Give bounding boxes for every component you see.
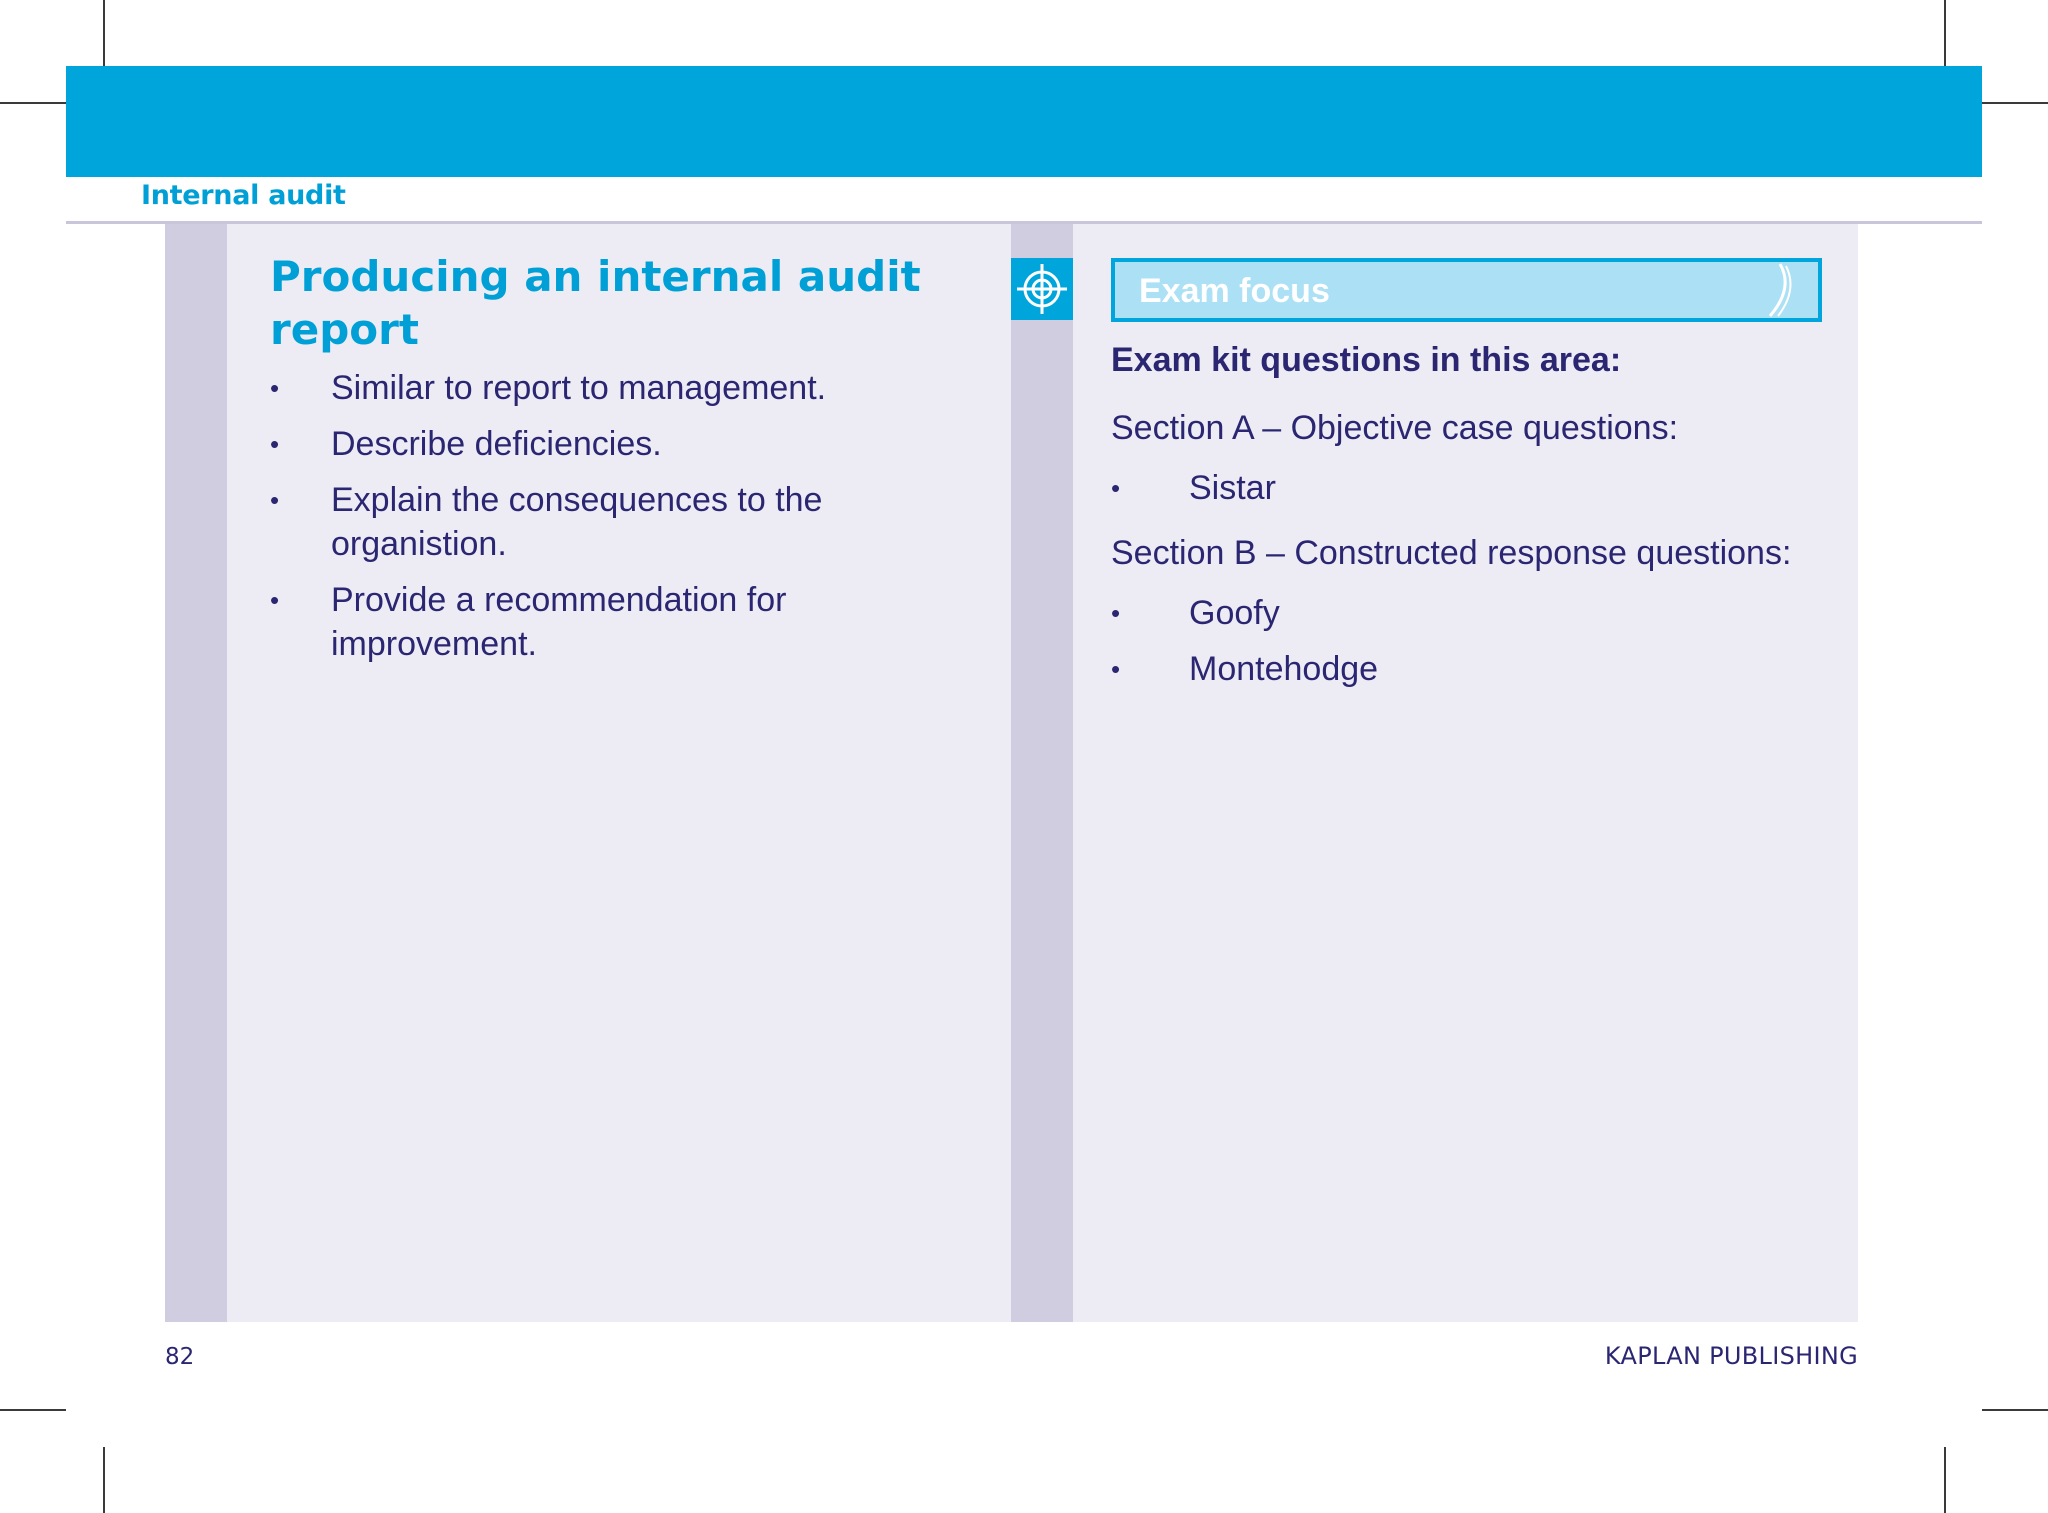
crop-mark xyxy=(1982,102,2048,104)
list-item xyxy=(270,578,910,666)
bullet-icon: • xyxy=(1111,654,1121,684)
right-margin-strip xyxy=(1011,224,1073,1322)
section-b-label: Section B – Constructed response questions: xyxy=(1111,534,1792,572)
right-content-panel xyxy=(1011,224,1858,1322)
exam-focus-banner xyxy=(1111,258,1822,322)
list-item xyxy=(1111,647,1811,691)
crop-mark xyxy=(103,1447,105,1513)
list-item-text: Provide a recommendation for improvement. xyxy=(331,581,787,663)
exam-focus-label: Exam focus xyxy=(1139,272,1330,310)
bullet-icon: • xyxy=(1111,473,1121,503)
section-title: Producing an internal audit report xyxy=(270,252,921,354)
header-band xyxy=(66,66,1982,177)
crop-mark xyxy=(0,102,66,104)
list-item xyxy=(1111,466,1811,510)
swoosh-decoration-icon xyxy=(1758,262,1798,318)
list-item-text: Sistar xyxy=(1189,469,1276,507)
left-margin-strip xyxy=(165,224,227,1322)
list-item-text: Similar to report to management. xyxy=(331,369,827,407)
running-head: Internal audit xyxy=(141,180,346,211)
section-a-label: Section A – Objective case questions: xyxy=(1111,409,1679,447)
section-a-list xyxy=(1111,466,1811,522)
crop-mark xyxy=(1982,1409,2048,1411)
section-b-list xyxy=(1111,591,1811,703)
crop-mark xyxy=(0,1409,66,1411)
bullet-icon: • xyxy=(1111,598,1121,628)
crop-mark xyxy=(1944,0,1946,66)
exam-kit-heading: Exam kit questions in this area: xyxy=(1111,341,1622,379)
list-item xyxy=(1111,591,1811,635)
list-item xyxy=(270,422,910,466)
crop-mark xyxy=(1944,1447,1946,1513)
left-bullet-list xyxy=(270,366,910,678)
bullet-icon: • xyxy=(270,585,280,615)
list-item-text: Describe deficiencies. xyxy=(331,425,662,463)
list-item-text: Explain the consequences to the organistion. xyxy=(331,481,823,563)
bullet-icon: • xyxy=(270,373,280,403)
page-number: 82 xyxy=(165,1344,195,1370)
crop-mark xyxy=(103,0,105,66)
bullet-icon: • xyxy=(270,485,280,515)
bullet-icon: • xyxy=(270,429,280,459)
list-item xyxy=(270,366,910,410)
list-item-text: Goofy xyxy=(1189,594,1280,632)
list-item xyxy=(270,478,910,566)
list-item-text: Montehodge xyxy=(1189,650,1379,688)
target-icon xyxy=(1011,258,1073,320)
publisher-name: KAPLAN PUBLISHING xyxy=(1604,1342,1858,1370)
